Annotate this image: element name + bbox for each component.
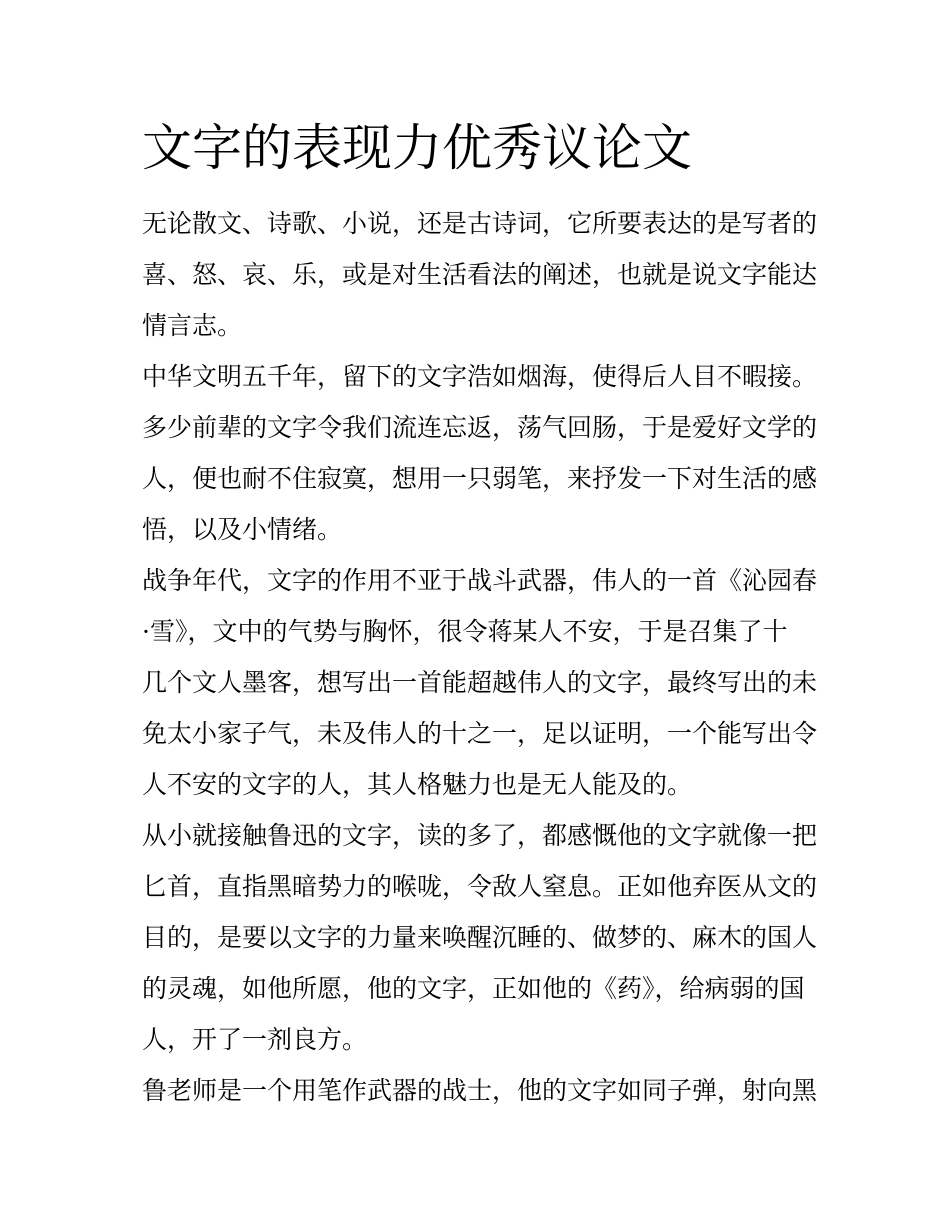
- text-line: 喜、怒、哀、乐，或是对生活看法的阐述，也就是说文字能达: [142, 260, 818, 289]
- text-line: 中华文明五千年，留下的文字浩如烟海，使得后人目不暇接。: [142, 362, 818, 391]
- text-line: 匕首，直指黑暗势力的喉咙，令敌人窒息。正如他弃医从文的: [142, 872, 818, 901]
- text-line: 从小就接触鲁迅的文字，读的多了，都感慨他的文字就像一把: [142, 821, 818, 850]
- text-line: 悟，以及小情绪。: [142, 515, 343, 544]
- text-line: 情言志。: [142, 311, 243, 340]
- text-line: 多少前辈的文字令我们流连忘返，荡气回肠，于是爱好文学的: [142, 413, 818, 442]
- text-line: 几个文人墨客，想写出一首能超越伟人的文字，最终写出的未: [142, 668, 818, 697]
- text-line: 的灵魂，如他所愿，他的文字，正如他的《药》，给病弱的国: [142, 974, 805, 1003]
- text-line: 目的，是要以文字的力量来唤醒沉睡的、做梦的、麻木的国人: [142, 923, 818, 952]
- text-line: 无论散文、诗歌、小说，还是古诗词，它所要表达的是写者的: [142, 209, 818, 238]
- text-line: 人不安的文字的人，其人格魅力也是无人能及的。: [142, 770, 693, 799]
- document-title: 文字的表现力优秀议论文: [142, 119, 692, 177]
- document-body: [142, 198, 822, 1116]
- text-line: ·雪》，文中的气势与胸怀，很令蒋某人不安，于是召集了十: [142, 617, 788, 646]
- text-line: 免太小家子气，未及伟人的十之一，足以证明，一个能写出令: [142, 719, 818, 748]
- text-line: 人，开了一剂良方。: [142, 1025, 368, 1054]
- text-line: 鲁老师是一个用笔作武器的战士，他的文字如同子弹，射向黑: [142, 1076, 818, 1105]
- text-line: 人，便也耐不住寂寞，想用一只弱笔，来抒发一下对生活的感: [142, 464, 818, 493]
- text-line: 战争年代，文字的作用不亚于战斗武器，伟人的一首《沁园春: [142, 566, 818, 595]
